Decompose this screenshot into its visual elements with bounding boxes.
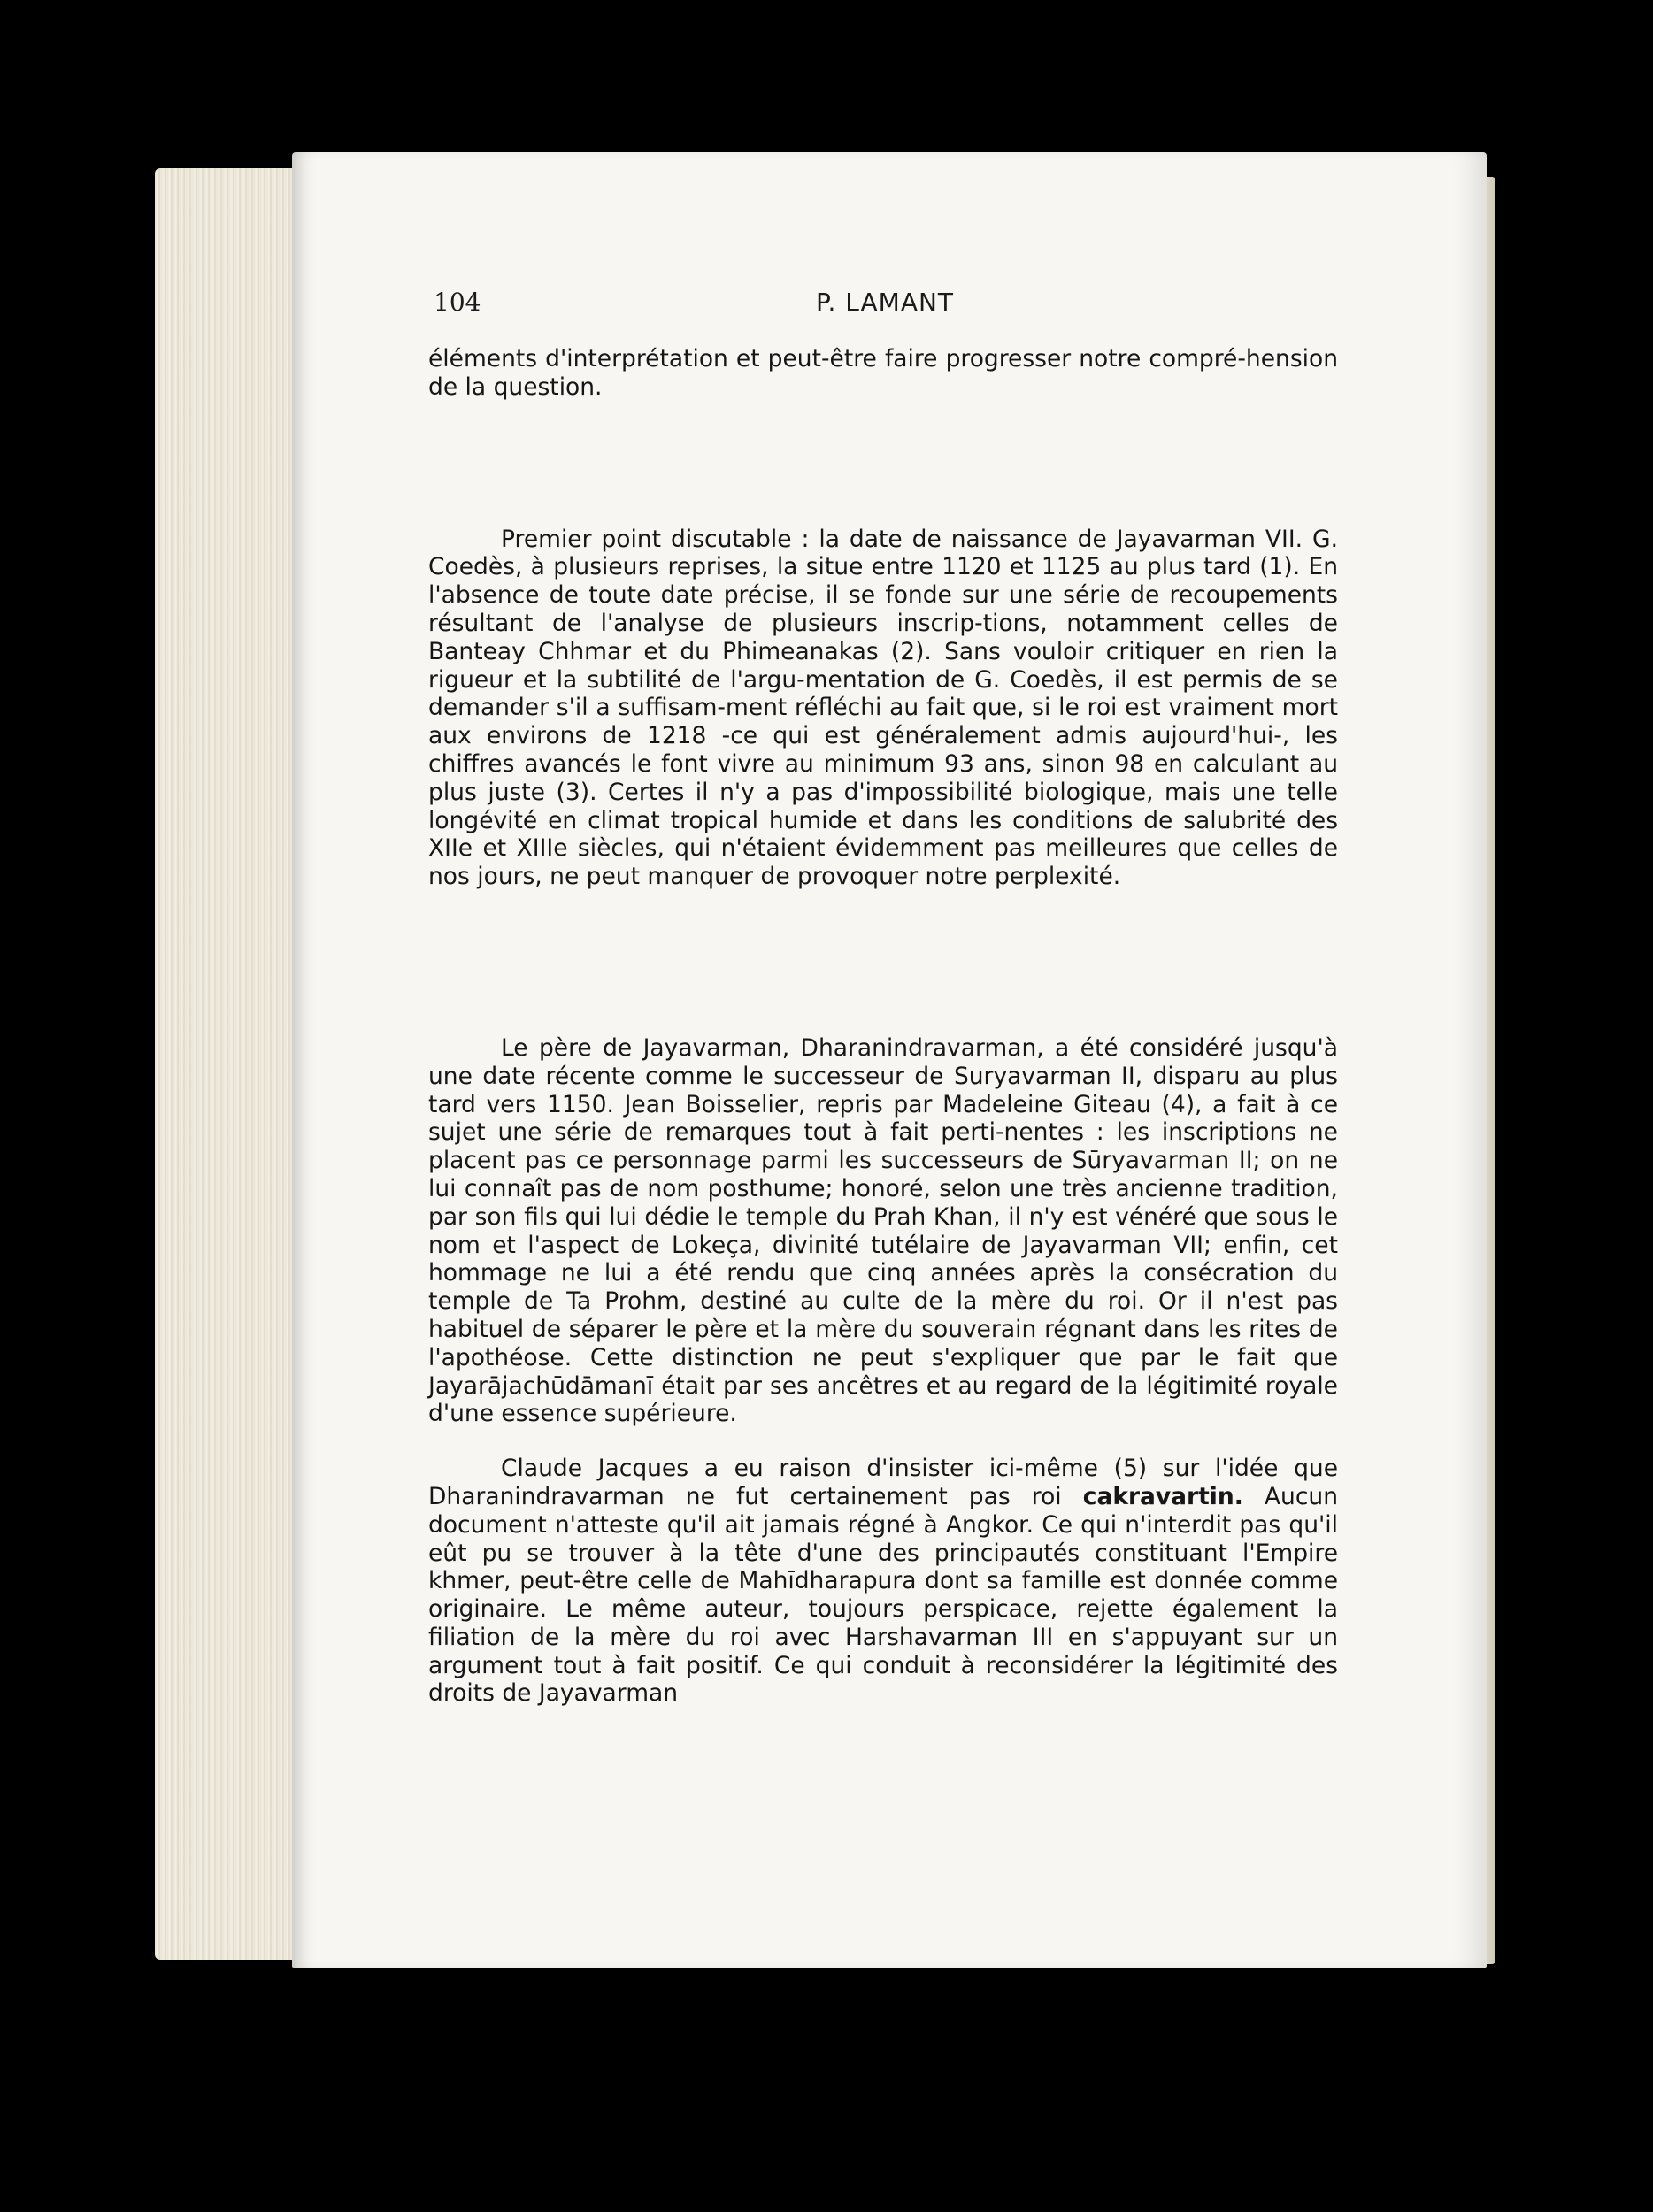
running-title: P. LAMANT <box>815 288 955 317</box>
paragraph-1: éléments d'interprétation et peut-être faire progresser notre compré-hension de la question. <box>428 345 1338 401</box>
page-number: 104 <box>434 288 481 317</box>
body-text <box>428 345 1338 1708</box>
page-edges-left <box>155 168 305 1960</box>
paragraph-4-bold-term: cakravartin. <box>1082 1482 1243 1510</box>
paragraph-4-start: Claude Jacques a eu raison d'insister ici-même (5) sur l'idée que Dharanindravarman ne fut certainement pas roi <box>428 1455 1338 1510</box>
paragraph-4-end: Aucun document n'atteste qu'il ait jamais régné à Angkor. Ce qui n'interdit pas qu'il eût pu se trouver à la tête d'une des principautés constituant l'Empire khmer, peut-être celle de Mahīdharapura dont sa famille est donnée comme originaire. Le même auteur, toujours perspicace, rejette également la filiation de la mère du roi avec Harshavarman III en s'appuyant sur un argument tout à fait positif. Ce qui conduit à reconsidérer la légitimité des droits de Jayavarman <box>428 1482 1338 1708</box>
paragraph-2: Premier point discutable : la date de naissance de Jayavarman VII. G. Coedès, à plusieurs reprises, la situe entre 1120 et 1125 au plus tard (1). En l'absence de toute date précise, il se fonde sur une série de recoupements résultant de l'analyse de plusieurs inscrip-tions, notamment celles de Banteay Chhmar et du Phimeanakas (2). Sans vouloir critiquer en rien la rigueur et la subtilité de l'argu-mentation de G. Coedès, il est permis de se demander s'il a suffisam-ment réfléchi au fait que, si le roi est vraiment mort aux environs de 1218 -ce qui est généralement admis aujourd'hui-, les chiffres avancés le font vivre au minimum 93 ans, sinon 98 en calculant au plus juste (3). Certes il n'y a pas d'impossibilité biologique, mais une telle longévité en climat tropical humide et dans les conditions de salubrité des XIIe et XIIIe siècles, qui n'étaient évidemment pas meilleures que celles de nos jours, ne peut manquer de provoquer notre perplexité. <box>428 525 1338 891</box>
paragraph-4 <box>428 1455 1338 1708</box>
page-header <box>434 288 1336 328</box>
paragraph-3: Le père de Jayavarman, Dharanindravarman, a été considéré jusqu'à une date récente comme le successeur de Suryavarman II, disparu au plus tard vers 1150. Jean Boisselier, repris par Madeleine Giteau (4), a fait à ce sujet une série de remarques tout à fait perti-nentes : les inscriptions ne placent pas ce personnage parmi les successeurs de Sūryavarman II; on ne lui connaît pas de nom posthume; honoré, selon une très ancienne tradition, par son fils qui lui dédie le temple du Prah Khan, il n'y est vénéré que sous le nom et l'aspect de Lokeça, divinité tutélaire de Jayavarman VII; enfin, cet hommage ne lui a été rendu que cinq années après la consécration du temple de Ta Prohm, destiné au culte de la mère du roi. Or il n'est pas habituel de séparer le père et la mère du souverain régnant dans les rites de l'apothéose. Cette distinction ne peut s'expliquer que par le fait que Jayarājachūdāmanī était par ses ancêtres et au regard de la légitimité royale d'une essence supérieure. <box>428 1033 1338 1428</box>
